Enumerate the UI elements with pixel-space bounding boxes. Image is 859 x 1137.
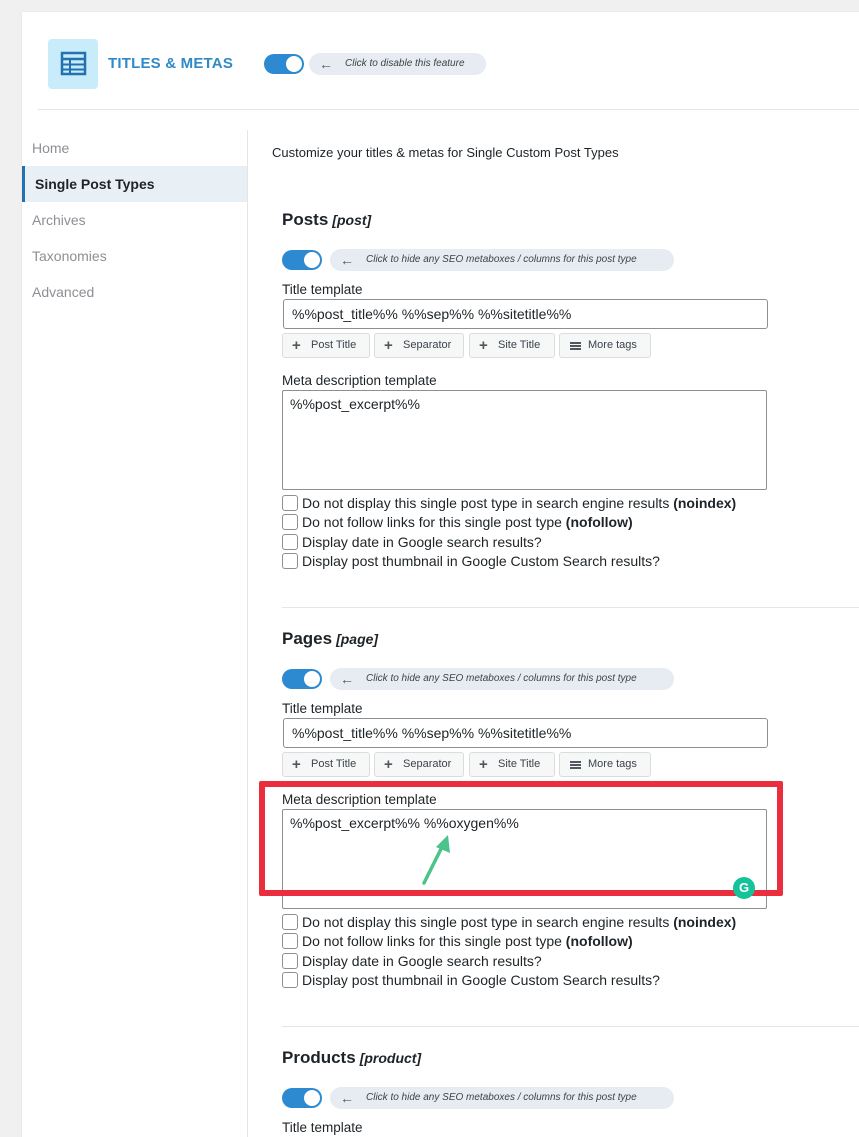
checkbox[interactable] [282,534,298,550]
pages-date-checkbox[interactable]: Display date in Google search results? [282,953,542,969]
sidebar-item-single-post-types[interactable]: Single Post Types [22,166,247,202]
checkbox[interactable] [282,933,298,949]
sidebar-item-archives[interactable]: Archives [32,212,86,228]
checkbox[interactable] [282,514,298,530]
products-metabox-toggle[interactable] [282,1088,322,1108]
posts-meta-desc-textarea[interactable]: %%post_excerpt%% [282,390,767,490]
highlight-box [259,781,783,896]
pages-noindex-checkbox[interactable]: Do not display this single post type in search engine results (noindex) [282,914,736,930]
posts-metabox-toggle[interactable] [282,250,322,270]
arrow-left-icon: ← [340,1090,354,1106]
plus-icon: + [479,756,488,773]
pages-nofollow-checkbox[interactable]: Do not follow links for this single post type (nofollow) [282,933,633,949]
grammarly-icon[interactable]: G [733,877,755,899]
posts-noindex-checkbox[interactable]: Do not display this single post type in search engine results (noindex) [282,495,736,511]
pages-meta-desc-textarea[interactable]: %%post_excerpt%% %%oxygen%% [282,809,767,909]
arrow-left-icon: ← [340,252,354,268]
annotation-arrow-icon [418,833,454,887]
posts-nofollow-checkbox[interactable]: Do not follow links for this single post type (nofollow) [282,514,633,530]
section-title-products: Products [product] [282,1048,422,1067]
menu-icon [570,342,581,350]
pages-add-separator-button[interactable]: + Separator [374,752,464,777]
section-title-pages: Pages [page] [282,629,379,648]
posts-add-site-title-button[interactable]: + Site Title [469,333,555,358]
posts-add-post-title-button[interactable]: + Post Title [282,333,370,358]
posts-meta-desc-label: Meta description template [282,373,437,388]
section-title-posts: Posts [post] [282,210,372,229]
section-divider [282,1026,859,1027]
feature-toggle-hint: ← Click to disable this feature [309,53,486,75]
products-toggle-hint: ← Click to hide any SEO metaboxes / columns for this post type [330,1087,674,1109]
checkbox[interactable] [282,972,298,988]
sidebar-divider [247,130,248,1137]
plus-icon: + [384,337,393,354]
plus-icon: + [292,337,301,354]
menu-icon [570,761,581,769]
plus-icon: + [384,756,393,773]
pages-more-tags-button[interactable]: More tags [559,752,651,777]
pages-add-post-title-button[interactable]: + Post Title [282,752,370,777]
arrow-left-icon: ← [319,56,333,72]
pages-title-template-input[interactable]: %%post_title%% %%sep%% %%sitetitle%% [283,718,768,748]
pages-thumbnail-checkbox[interactable]: Display post thumbnail in Google Custom Search results? [282,972,660,988]
pages-toggle-hint: ← Click to hide any SEO metaboxes / columns for this post type [330,668,674,690]
pages-title-template-label: Title template [282,701,363,716]
products-title-template-label: Title template [282,1120,363,1135]
posts-add-separator-button[interactable]: + Separator [374,333,464,358]
section-divider [282,607,859,608]
checkbox[interactable] [282,953,298,969]
pages-add-site-title-button[interactable]: + Site Title [469,752,555,777]
header-divider [38,109,859,110]
checkbox[interactable] [282,495,298,511]
intro-text: Customize your titles & metas for Single Custom Post Types [272,145,619,160]
sidebar-item-advanced[interactable]: Advanced [32,284,95,300]
checkbox[interactable] [282,914,298,930]
titles-metas-icon [48,39,98,89]
checkbox[interactable] [282,553,298,569]
sidebar-item-taxonomies[interactable]: Taxonomies [32,248,107,264]
posts-toggle-hint: ← Click to hide any SEO metaboxes / columns for this post type [330,249,674,271]
pages-meta-desc-label: Meta description template [282,792,437,807]
posts-title-template-input[interactable]: %%post_title%% %%sep%% %%sitetitle%% [283,299,768,329]
arrow-left-icon: ← [340,671,354,687]
plus-icon: + [479,337,488,354]
pages-metabox-toggle[interactable] [282,669,322,689]
sidebar-item-home[interactable]: Home [32,140,70,156]
posts-thumbnail-checkbox[interactable]: Display post thumbnail in Google Custom Search results? [282,553,660,569]
posts-title-template-label: Title template [282,282,363,297]
page-title: TITLES & METAS [108,55,234,72]
feature-toggle[interactable] [264,54,304,74]
plus-icon: + [292,756,301,773]
posts-date-checkbox[interactable]: Display date in Google search results? [282,534,542,550]
posts-more-tags-button[interactable]: More tags [559,333,651,358]
